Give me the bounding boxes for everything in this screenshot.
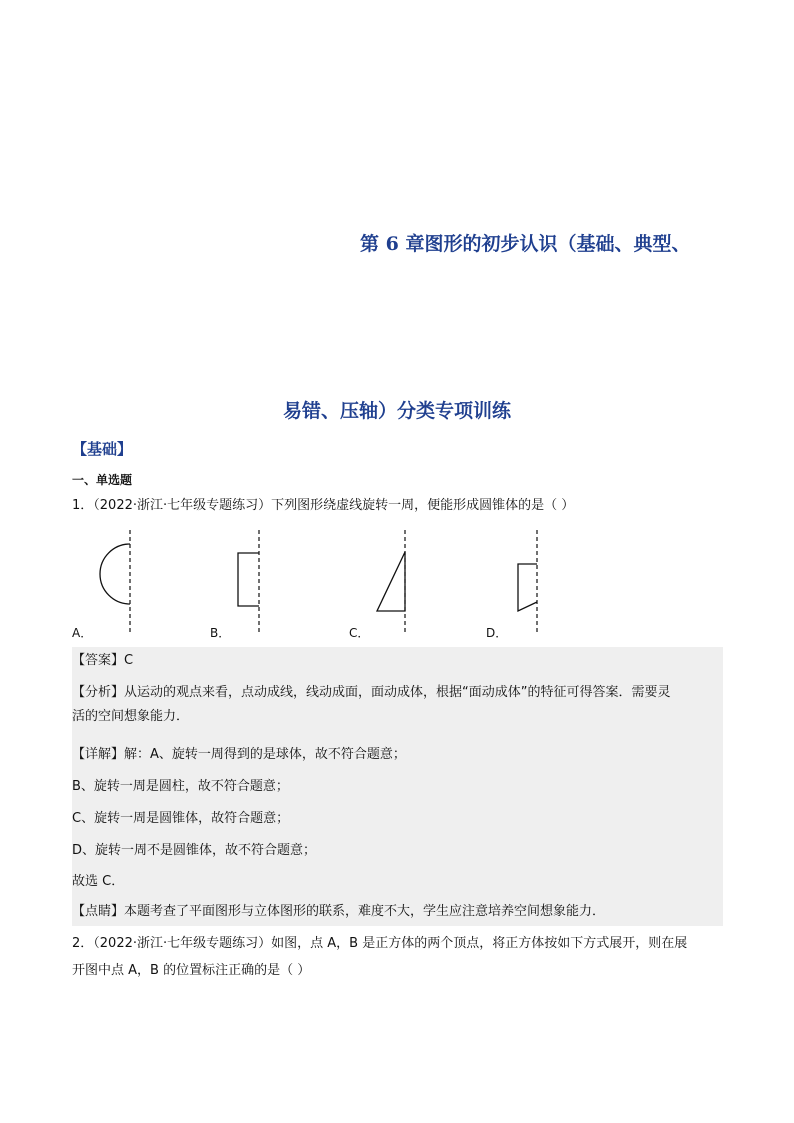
detail-line-3: C、旋转一周是圆锥体，故符合题意；: [72, 811, 290, 826]
figure-a: [100, 530, 130, 634]
title-line-1: 第 6 章图形的初步认识（基础、典型、: [360, 233, 691, 255]
detail-line-2: B、旋转一周是圆柱，故不符合题意；: [72, 779, 289, 794]
question-2-stem: [72, 930, 732, 984]
option-a-label: A．: [72, 626, 93, 640]
analysis-line-1: 【分析】从运动的观点来看，点动成线，线动成面，面动成体，根据“面动成体”的特征可得答案．需要灵: [72, 685, 671, 700]
option-c-label: C．: [349, 626, 370, 640]
title-line-2: 易错、压轴）分类专项训练: [282, 400, 511, 422]
question-1-stem: 1．（2022·浙江·七年级专题练习）下列图形绕虚线旋转一周，便能形成圆锥体的是（ ）: [72, 498, 575, 513]
answer-block: [72, 647, 723, 926]
section-heading: 【基础】: [72, 440, 133, 458]
conclusion-line: 故选 C．: [72, 874, 125, 889]
option-d-label: D．: [486, 626, 508, 640]
figure-b: [238, 530, 259, 634]
option-b-label: B．: [210, 626, 231, 640]
detail-line-4: D、旋转一周不是圆锥体，故不符合题意；: [72, 843, 317, 858]
detail-line-1: 【详解】解：A、旋转一周得到的是球体，故不符合题意；: [72, 747, 406, 762]
comment-line: 【点睛】本题考查了平面图形与立体图形的联系，难度不大，学生应注意培养空间想象能力．: [72, 904, 606, 919]
figure-d: [518, 530, 537, 634]
question-2-line-2: 开图中点 A，B 的位置标注正确的是（ ）: [72, 963, 311, 978]
subsection-heading: 一、单选题: [72, 473, 133, 487]
figure-c: [377, 530, 405, 634]
answer-line: 【答案】C: [72, 653, 134, 668]
question-2-line-1: 2．（2022·浙江·七年级专题练习）如图，点 A，B 是正方体的两个顶点，将正方体按如下方式展开，则在展: [72, 936, 688, 951]
analysis-line-2: 活的空间想象能力．: [72, 709, 190, 724]
